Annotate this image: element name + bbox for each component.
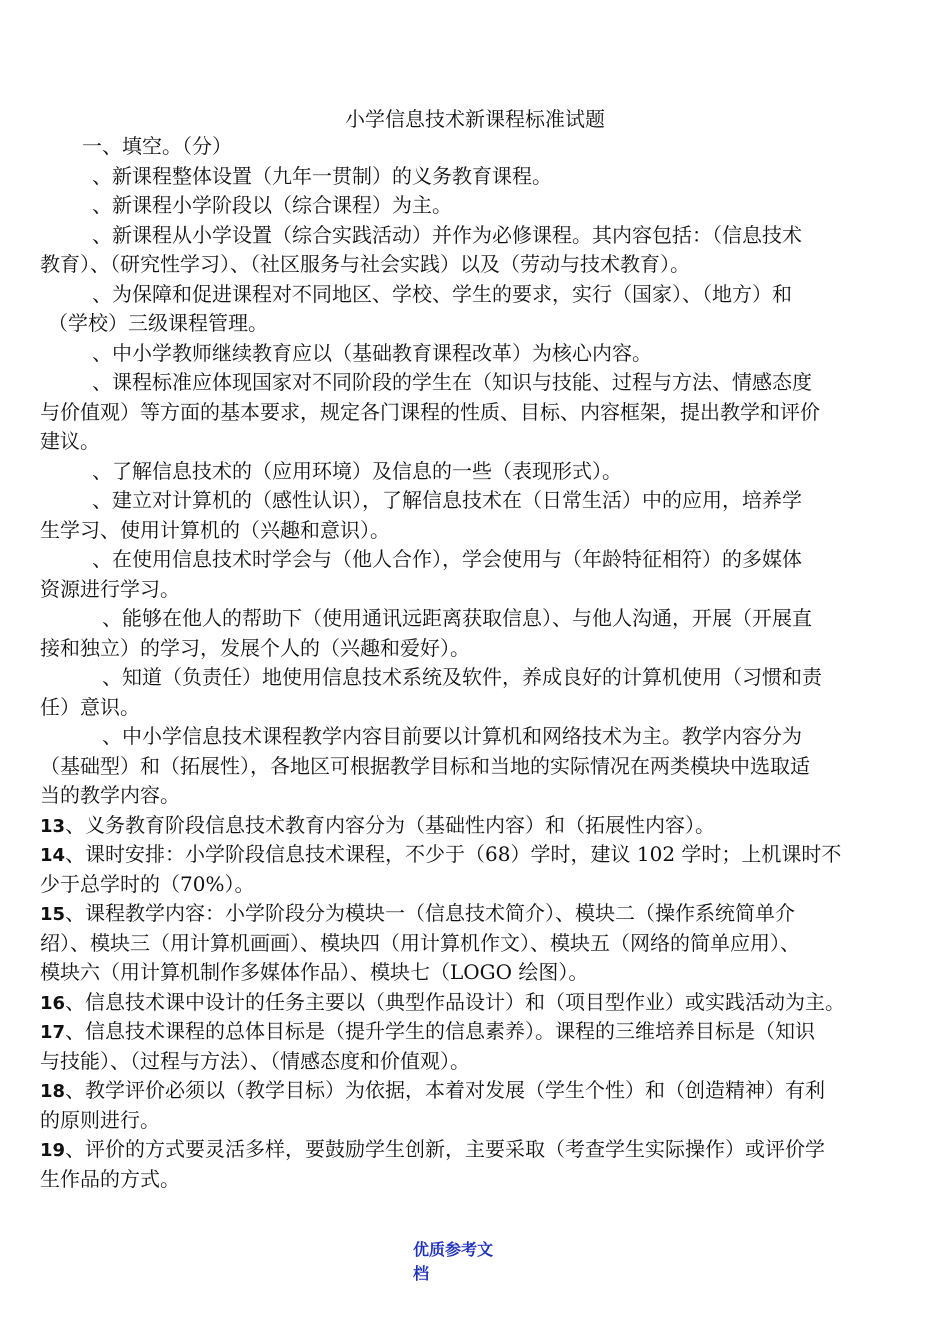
footer-line: 优质参考文 [413,1240,494,1259]
item-line: 、能够在他人的帮助下（使用通讯远距离获取信息）、与他人沟通，开展（开展直 [102,606,812,630]
numbered-item-18 [40,1076,915,1106]
item-line: 、在使用信息技术时学会与（他人合作），学会使用与（年龄特征相符）的多媒体 [92,547,802,571]
footer-watermark [413,1238,533,1286]
item-number: 13 [40,815,66,837]
item-line: 模块六（用计算机制作多媒体作品）、模块七（LOGO 绘图）。 [40,960,589,984]
numbered-item-19 [40,1135,915,1165]
item-line: 资源进行学习。 [40,576,180,601]
numbered-item-14 [40,840,915,870]
numbered-item-16 [40,988,915,1018]
item-number: 19 [40,1140,66,1161]
item-line: 、中小学教师继续教育应以（基础教育课程改革）为核心内容。 [92,340,652,365]
item-number: 17 [40,1022,66,1043]
item-line: 、了解信息技术的（应用环境）及信息的一些（表现形式）。 [92,458,622,483]
item-text: 、信息技术课程的总体目标是（提升学生的信息素养）。课程的三维培养目标是（知识 [65,1019,816,1043]
item-line: 生学习、使用计算机的（兴趣和意识）。 [40,517,390,542]
numbered-item-17 [40,1017,915,1047]
item-line: 绍）、模块三（用计算机画画）、模块四（用计算机作文）、模块五（网络的简单应用）、 [40,930,800,955]
item-line: 与价值观）等方面的基本要求，规定各门课程的性质、目标、内容框架，提出教学和评价 [40,399,820,424]
section-heading: 一、填空。（分） [82,134,232,158]
numbered-item-13 [40,811,915,841]
item-line: 、课程标准应体现国家对不同阶段的学生在（知识与技能、过程与方法、情感态度 [92,370,812,394]
footer-line: 档 [413,1264,430,1283]
item-line: 接和独立）的学习，发展个人的（兴趣和爱好）。 [40,635,470,660]
item-number: 18 [40,1081,66,1102]
item-text: 、评价的方式要灵活多样，要鼓励学生创新，主要采取（考查学生实际操作）或评价学 [65,1137,826,1161]
item-line: 、新课程小学阶段以（综合课程）为主。 [92,193,452,217]
item-line: 、建立对计算机的（感性认识），了解信息技术在（日常生活）中的应用，培养学 [92,488,802,512]
numbered-item-15 [40,899,915,929]
item-line: （学校）三级课程管理。 [48,311,268,335]
item-line: 与技能）、（过程与方法）、（情感态度和价值观）。 [40,1048,470,1073]
item-line: 任）意识。 [40,694,140,719]
item-line: 的原则进行。 [40,1107,160,1132]
item-line: 生作品的方式。 [40,1166,180,1191]
item-line: （基础型）和（拓展性），各地区可根据教学目标和当地的实际情况在两类模块中选取适 [40,753,810,778]
item-line: 、知道（负责任）地使用信息技术系统及软件，养成良好的计算机使用（习惯和责 [102,665,822,689]
item-number: 14 [40,845,66,866]
document-body [40,132,915,1194]
item-text: 、课时安排：小学阶段信息技术课程，不少于（68）学时，建议 102 学时；上机课时不 [65,842,842,866]
item-text: 、教学评价必须以（教学目标）为依据，本着对发展（学生个性）和（创造精神）有利 [65,1078,826,1102]
item-text: 、信息技术课中设计的任务主要以（典型作品设计）和（项目型作业）或实践活动为主。 [65,989,846,1014]
page-title: 小学信息技术新课程标准试题 [345,107,605,131]
item-line: 教育）、（研究性学习）、（社区服务与社会实践）以及（劳动与技术教育）。 [40,252,690,276]
item-number: 16 [40,992,66,1014]
item-line: 少于总学时的（70%）。 [40,871,255,896]
item-line: 、新课程从小学设置（综合实践活动）并作为必修课程。其内容包括：（信息技术 [92,222,802,247]
item-text: 、课程教学内容：小学阶段分为模块一（信息技术简介）、模块二（操作系统简单介 [65,901,796,925]
item-text: 、义务教育阶段信息技术教育内容分为（基础性内容）和（拓展性内容）。 [65,812,716,837]
item-number: 15 [40,904,66,925]
item-line: 建议。 [40,429,100,453]
item-line: 、新课程整体设置（九年一贯制）的义务教育课程。 [92,163,552,188]
item-line: 、为保障和促进课程对不同地区、学校、学生的要求，实行（国家）、（地方）和 [92,281,792,306]
item-line: 当的教学内容。 [40,783,180,807]
item-line: 、中小学信息技术课程教学内容目前要以计算机和网络技术为主。教学内容分为 [102,724,802,748]
